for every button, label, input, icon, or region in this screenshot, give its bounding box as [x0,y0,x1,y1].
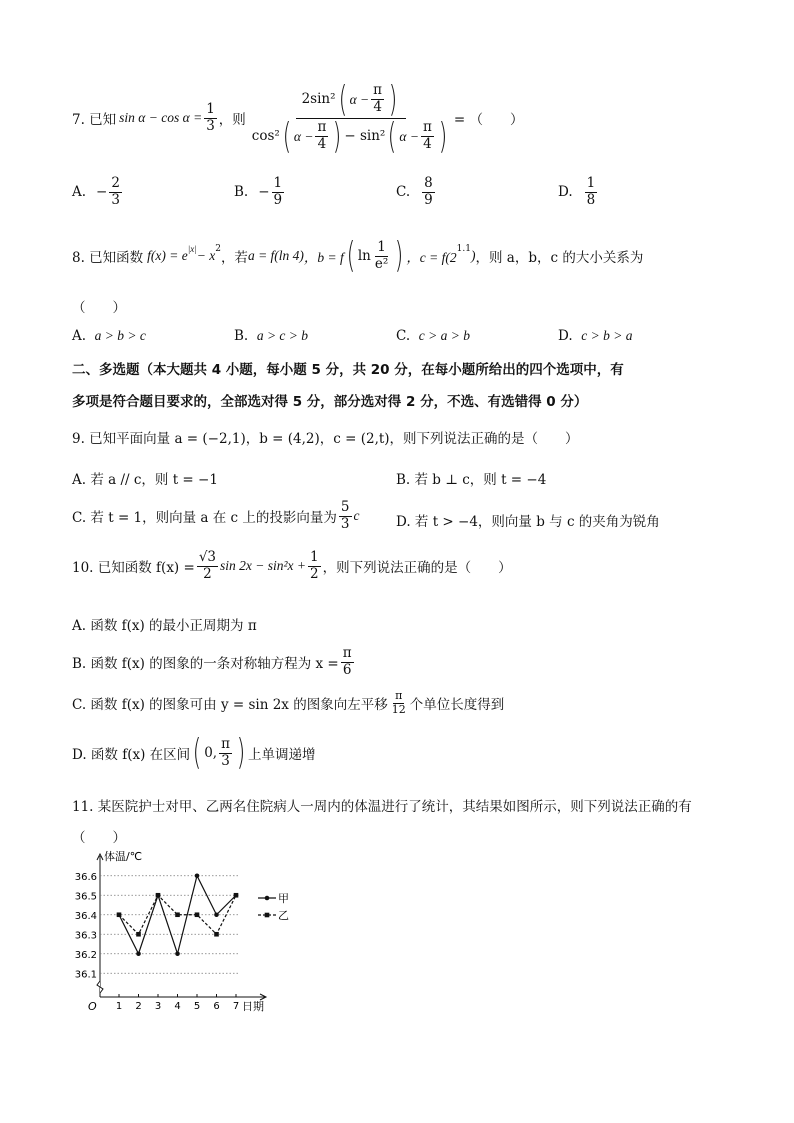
y-tick-label: 36.4 [74,910,97,922]
q10-option-b[interactable]: B. 函数 f(x) 的图象的一条对称轴方程为 x = $\frac{\pi}{6}$ [72,645,352,678]
data-point-乙 [214,932,219,937]
q9-option-b[interactable]: B. 若 b ⊥ c，则 t = −4 [396,472,547,488]
x-tick-label: 7 [232,1001,240,1012]
q11-stem: 11. 某医院护士对甲、乙两名住院病人一周内的体温进行了统计，其结果如图所示，则下列说法正确的有 [72,799,692,815]
q9-option-c[interactable]: C. 若 t = 1，则向量 a 在 c 上的投影向量为 $\frac{5}{3}$ c [72,499,360,532]
data-point-乙 [156,893,161,898]
x-tick-label: 6 [213,1001,220,1012]
x-tick-label: 5 [193,1001,201,1012]
data-point-乙 [195,912,200,917]
q7-then: ，则 [218,112,246,128]
y-tick-label: 36.5 [74,891,97,903]
legend-marker [265,896,270,901]
q9-option-d[interactable]: D. 若 t > −4，则向量 b 与 c 的夹角为锐角 [396,514,660,530]
section2-line2: 多项是符合题目要求的，全部选对得 5 分，部分选对得 2 分，不选、有选错得 0 分） [72,394,588,410]
q9-option-a[interactable]: A. 若 a // c，则 t = −1 [72,472,218,488]
data-point-乙 [175,912,180,917]
q9-stem: 9. 已知平面向量 a = (−2,1)，b = (4,2)，c = (2,t)，则下列说法正确的是（ ） [72,431,579,447]
x-tick-label: 4 [174,1001,181,1012]
temperature-chart [74,848,289,1018]
y-tick-label: 36.6 [74,871,97,883]
q7-option-a[interactable]: A. − $\frac{2}{3}$ [72,175,120,208]
q7-cond-frac: $\frac{1}{3}$ [206,100,215,134]
q7-option-b[interactable]: B. − $\frac{1}{9}$ [234,175,283,208]
temperature-chart-svg [74,848,289,1018]
q10-option-c[interactable]: C. 函数 f(x) 的图象可由 y = sin 2x 的图象向左平移 $\frac{\pi}{12}$ 个单位长度得到 [72,689,505,716]
data-point-乙 [117,912,122,917]
q10-option-d[interactable]: D. 函数 f(x) 在区间 ( 0, $\frac{\pi}{3}$ ) 上单调递增 [72,732,316,773]
q8-option-a[interactable]: A. a > b > c [72,328,146,344]
q7-option-c[interactable]: C. $\frac{8}{9}$ [396,175,433,208]
q11-answer-paren: （ ） [72,830,126,846]
x-tick-label: 1 [115,1001,123,1012]
q7-stem [72,78,524,158]
x-tick-label: 2 [135,1001,142,1012]
data-point-甲 [195,873,200,878]
x-axis-label: 日期 [242,1000,264,1013]
section2-line1: 二、多选题（本大题共 4 小题，每小题 5 分，共 20 分，在每小题所给出的四个选项中，有 [72,362,624,378]
data-point-甲 [136,951,141,956]
q8-option-b[interactable]: B. a > c > b [234,328,309,344]
y-tick-label: 36.3 [74,930,97,942]
legend-marker [265,913,270,918]
y-axis-break [97,981,103,993]
data-point-乙 [136,932,141,937]
q8-option-d[interactable]: D. c > b > a [558,328,633,344]
y-axis-label: 体温/℃ [104,850,143,863]
q7-answer-paren: = （ ） [453,112,524,128]
legend-label: 甲 [278,892,289,905]
q7-prefix: 7. 已知 [72,112,117,128]
q10-stem: 10. 已知函数 f(x) = $\frac{√3}{2}$ sin 2x − sin²x + $\frac{1}{2}$ ，则下列说法正确的是（ ） [72,549,512,582]
y-tick-label: 36.2 [74,949,97,961]
q10-option-a[interactable]: A. 函数 f(x) 的最小正周期为 π [72,618,257,634]
data-point-乙 [234,893,239,898]
q8-stem: 8. 已知函数 f(x) = e $^{|x|}$ − x $^2$ ，若 a = f(ln 4) ，b = f ( ln $\frac{1}{\text{e²}}$ ) ，c = f(2 $^{1.1}$ ) ，则 a，b，c 的大小关系为 [72,235,644,276]
x-tick-label: 3 [154,1001,162,1012]
data-point-甲 [214,912,219,917]
data-point-甲 [175,951,180,956]
q7-option-d[interactable]: D. $\frac{1}{8}$ [558,175,596,208]
y-tick-label: 36.1 [74,969,97,981]
origin-label: O [88,1000,97,1013]
legend-label: 乙 [278,909,289,922]
q7-main-fraction: 2sin² ( α − $\frac{\pi}{4}$ ) cos² ( α − $\frac{\pi}{4}$ ) − sin² ( α − $\frac{\pi}{4}$ ) [251,78,448,157]
q8-answer-paren: （ ） [72,300,126,316]
q8-option-c[interactable]: C. c > a > b [396,328,470,344]
q7-condition: sin α − cos α = [119,110,203,125]
